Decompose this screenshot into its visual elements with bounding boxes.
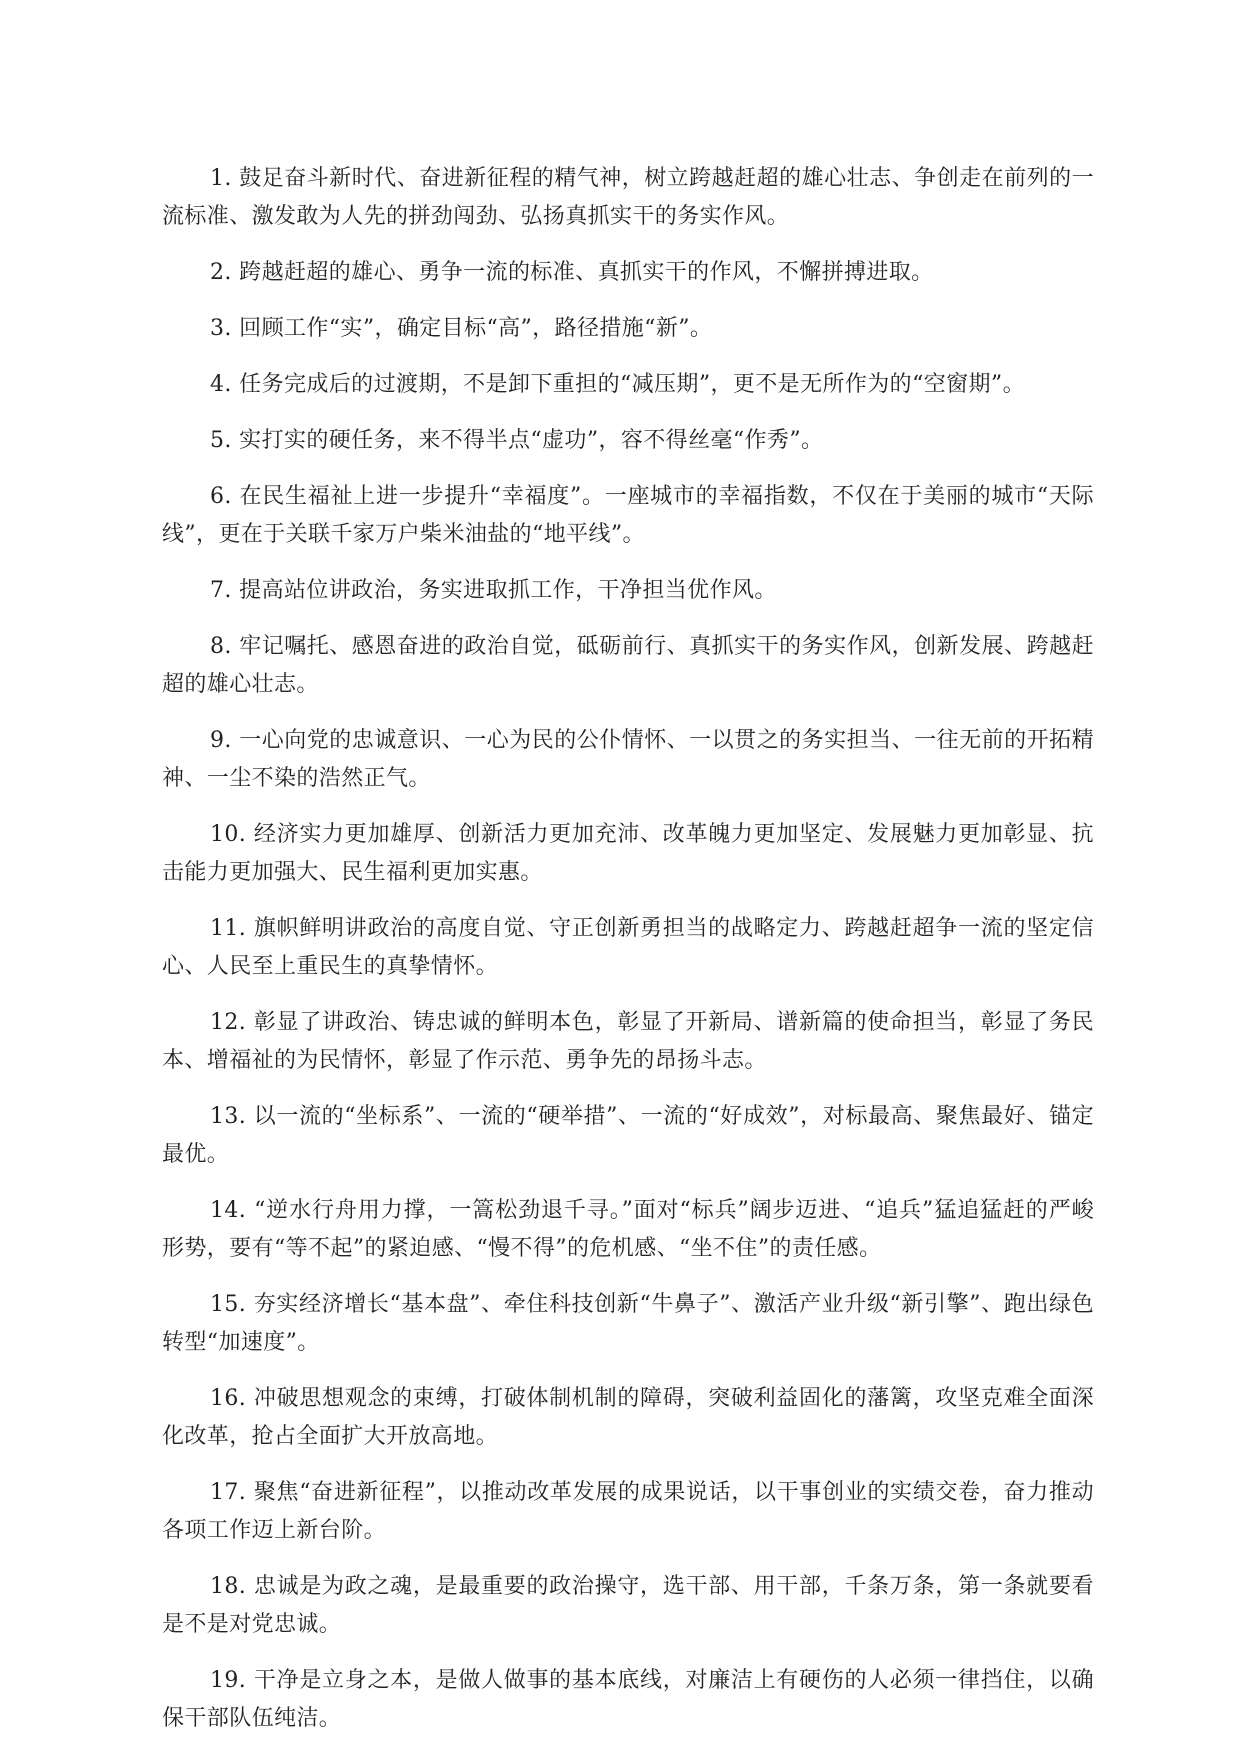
- paragraph-9: 9. 一心向党的忠诚意识、一心为民的公仆情怀、一以贯之的务实担当、一往无前的开拓精神、一尘不染的浩然正气。: [162, 728, 1094, 791]
- paragraph-19: 19. 干净是立身之本，是做人做事的基本底线，对廉洁上有硬伤的人必须一律挡住，以确保干部队伍纯洁。: [162, 1668, 1094, 1731]
- document-page: [162, 160, 1094, 1756]
- paragraph-12: 12. 彰显了讲政治、铸忠诚的鲜明本色，彰显了开新局、谱新篇的使命担当，彰显了务民本、增福祉的为民情怀，彰显了作示范、勇争先的昂扬斗志。: [162, 1010, 1094, 1073]
- paragraph-17: 17. 聚焦“奋进新征程”，以推动改革发展的成果说话，以干事创业的实绩交卷，奋力推动各项工作迈上新台阶。: [162, 1480, 1094, 1543]
- paragraph-16: 16. 冲破思想观念的束缚，打破体制机制的障碍，突破利益固化的藩篱，攻坚克难全面深化改革，抢占全面扩大开放高地。: [162, 1386, 1094, 1449]
- paragraph-18: 18. 忠诚是为政之魂，是最重要的政治操守，选干部、用干部，千条万条，第一条就要看是不是对党忠诚。: [162, 1574, 1094, 1637]
- paragraph-3: 3. 回顾工作“实”，确定目标“高”，路径措施“新”。: [210, 316, 713, 341]
- paragraph-7: 7. 提高站位讲政治，务实进取抓工作，干净担当优作风。: [210, 578, 777, 603]
- paragraph-10: 10. 经济实力更加雄厚、创新活力更加充沛、改革魄力更加坚定、发展魅力更加彰显、抗击能力更加强大、民生福利更加实惠。: [162, 822, 1094, 885]
- paragraph-14: 14. “逆水行舟用力撑，一篙松劲退千寻。”面对“标兵”阔步迈进、“追兵”猛追猛赶的严峻形势，要有“等不起”的紧迫感、“慢不得”的危机感、“坐不住”的责任感。: [162, 1198, 1094, 1261]
- paragraph-6: 6. 在民生福祉上进一步提升“幸福度”。一座城市的幸福指数，不仅在于美丽的城市“天际线”，更在于关联千家万户柴米油盐的“地平线”。: [162, 484, 1094, 547]
- paragraph-4: 4. 任务完成后的过渡期，不是卸下重担的“减压期”，更不是无所作为的“空窗期”。: [210, 372, 1025, 397]
- paragraph-1: 1. 鼓足奋斗新时代、奋进新征程的精气神，树立跨越赶超的雄心壮志、争创走在前列的一流标准、激发敢为人先的拼劲闯劲、弘扬真抓实干的务实作风。: [162, 166, 1094, 229]
- paragraph-13: 13. 以一流的“坐标系”、一流的“硬举措”、一流的“好成效”，对标最高、聚焦最好、锚定最优。: [162, 1104, 1094, 1167]
- paragraph-11: 11. 旗帜鲜明讲政治的高度自觉、守正创新勇担当的战略定力、跨越赶超争一流的坚定信心、人民至上重民生的真挚情怀。: [162, 916, 1094, 979]
- paragraph-8: 8. 牢记嘱托、感恩奋进的政治自觉，砥砺前行、真抓实干的务实作风，创新发展、跨越赶超的雄心壮志。: [162, 634, 1094, 697]
- paragraph-2: 2. 跨越赶超的雄心、勇争一流的标准、真抓实干的作风，不懈拼搏进取。: [210, 260, 934, 285]
- paragraph-5: 5. 实打实的硬任务，来不得半点“虚功”，容不得丝毫“作秀”。: [210, 428, 824, 453]
- paragraph-15: 15. 夯实经济增长“基本盘”、牵住科技创新“牛鼻子”、激活产业升级“新引擎”、跑出绿色转型“加速度”。: [162, 1292, 1094, 1355]
